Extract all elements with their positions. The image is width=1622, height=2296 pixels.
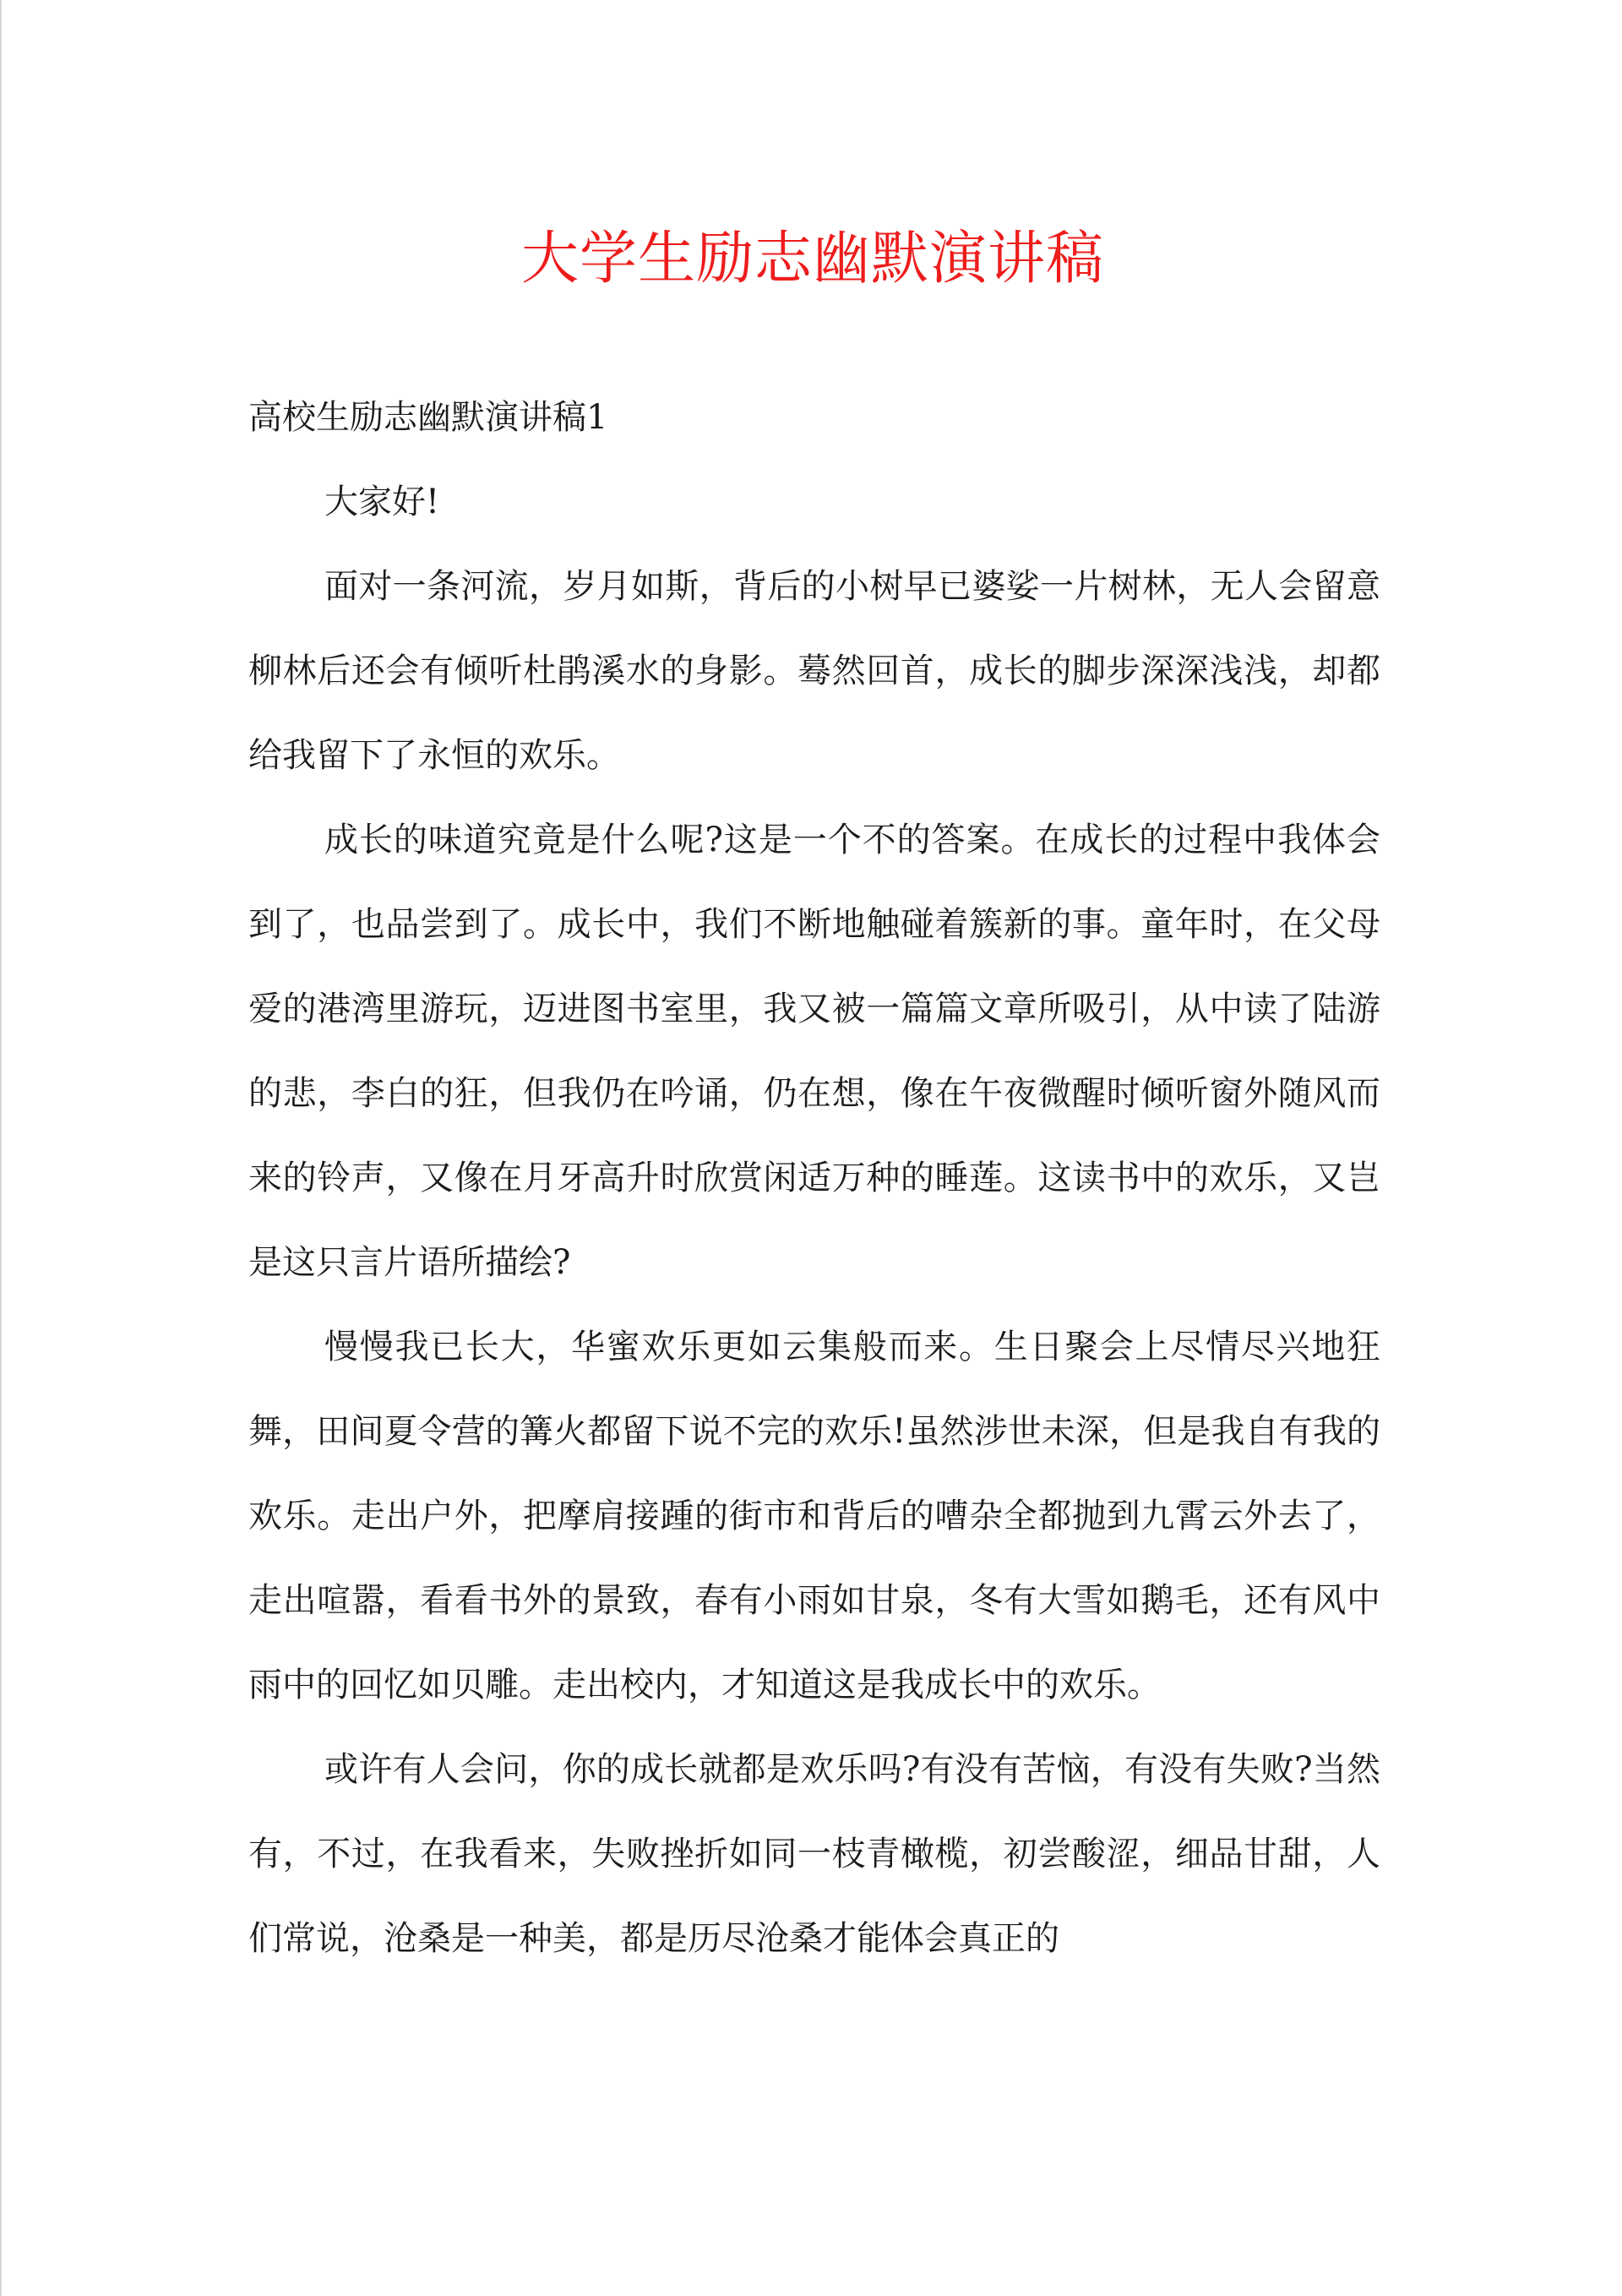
paragraph-3: 慢慢我已长大，华蜜欢乐更如云集般而来。生日聚会上尽情尽兴地狂舞，田间夏令营的篝火都留下说不完的欢乐!虽然涉世未深，但是我自有我的欢乐。走出户外，把摩肩接踵的街市和背后的嘈杂全都抛到九霄云外去了，走出喧嚣，看看书外的景致，春有小雨如甘泉，冬有大雪如鹅毛，还有风中雨中的回忆如贝雕。走出校内，才知道这是我成长中的欢乐。	[248, 1328, 1380, 1704]
document-body	[248, 375, 1380, 1981]
greeting: 大家好!	[324, 483, 440, 521]
document-title: 大学生励志幽默演讲稿	[520, 226, 1104, 292]
paragraph-1: 面对一条河流，岁月如斯，背后的小树早已婆娑一片树林，无人会留意柳林后还会有倾听杜鹃溪水的身影。蓦然回首，成长的脚步深深浅浅，却都给我留下了永恒的欢乐。	[248, 567, 1380, 775]
paragraph-2: 成长的味道究竟是什么呢?这是一个不的答案。在成长的过程中我体会到了，也品尝到了。成长中，我们不断地触碰着簇新的事。童年时，在父母爱的港湾里游玩，迈进图书室里，我又被一篇篇文章所吸引，从中读了陆游的悲，李白的狂，但我仍在吟诵，仍在想，像在午夜微醒时倾听窗外随风而来的铃声，又像在月牙高升时欣赏闲适万种的睡莲。这读书中的欢乐，又岂是这只言片语所描绘?	[248, 821, 1380, 1282]
paragraph-4: 或许有人会问，你的成长就都是欢乐吗?有没有苦恼，有没有失败?当然有，不过，在我看来，失败挫折如同一枝青橄榄，初尝酸涩，细品甘甜，人们常说，沧桑是一种美，都是历尽沧桑才能体会真正的	[248, 1750, 1380, 1958]
section-heading: 高校生励志幽默演讲稿1	[248, 398, 608, 437]
